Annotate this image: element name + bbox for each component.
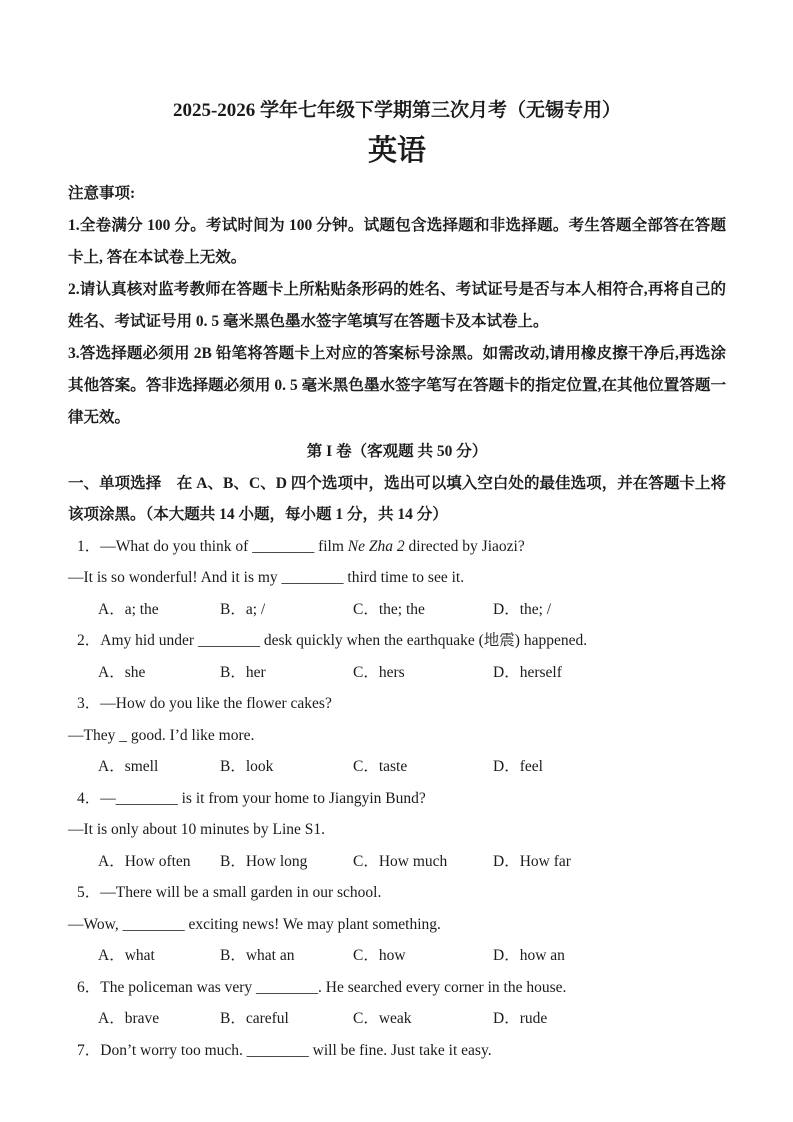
question-1-stem-pre: 1．—What do you think of ________ film <box>77 537 348 555</box>
question-2-option-b: B．her <box>220 663 266 681</box>
part-instruction: 一、单项选择 在 A、B、C、D 四个选项中，选出可以填入空白处的最佳选项，并在答题卡上将该项涂黑。（本大题共 14 小题，每小题 1 分，共 14 分） <box>68 474 726 523</box>
notice-heading: 注意事项: <box>68 185 136 202</box>
question-1-reply: —It is so wonderful! And it is my ________ third time to see it. <box>68 569 465 586</box>
question-5-options <box>68 940 726 972</box>
question-6-option-c: C．weak <box>353 1010 412 1027</box>
question-1-option-d: D．the; / <box>493 600 552 618</box>
question-4-options <box>68 846 726 878</box>
section-heading: 第 I 卷（客观题 共 50 分） <box>306 443 488 460</box>
question-1 <box>68 531 726 626</box>
question-4-reply: —It is only about 10 minutes by Line S1. <box>68 821 326 838</box>
question-4-stem: 4．—________ is it from your home to Jiangyin Bund? <box>77 789 426 807</box>
question-5-option-d: D．how an <box>493 947 565 964</box>
question-4-option-a: A．How often <box>98 852 191 870</box>
question-4-option-c: C．How much <box>353 852 448 870</box>
question-6 <box>68 972 726 1035</box>
question-3-option-a: A．smell <box>98 758 159 775</box>
question-5-option-a: A．what <box>98 947 155 964</box>
question-3-option-c: C．taste <box>353 758 408 775</box>
question-6-option-b: B．careful <box>220 1010 289 1027</box>
question-2-option-a: A．she <box>98 663 146 681</box>
notice-item-3: 3.答选择题必须用 2B 铅笔将答题卡上对应的答案标号涂黑。如需改动,请用橡皮擦干净后,再选涂其他答案。答非选择题必须用 0. 5 毫米黑色墨水签字笔写在答题卡的指定位置,在其他位置答题一律无效。 <box>68 345 726 426</box>
question-1-option-a: A．a; the <box>98 600 159 618</box>
question-6-options <box>68 1003 726 1035</box>
question-3 <box>68 688 726 783</box>
question-1-stem <box>68 531 726 563</box>
question-3-options <box>68 751 726 783</box>
question-6-stem: 6．The policeman was very ________. He searched every corner in the house. <box>77 978 567 996</box>
exam-title: 2025-2026 学年七年级下学期第三次月考（无锡专用） <box>172 100 622 121</box>
question-2-options <box>68 657 726 689</box>
question-5-reply: —Wow, ________ exciting news! We may plant something. <box>68 915 441 933</box>
question-3-option-b: B．look <box>220 758 274 775</box>
question-1-option-b: B．a; / <box>220 600 266 618</box>
question-4-option-b: B．How long <box>220 852 308 870</box>
question-2-option-d: D．herself <box>493 663 562 681</box>
question-5-stem: 5．—There will be a small garden in our school. <box>77 884 382 901</box>
question-3-option-d: D．feel <box>493 758 543 775</box>
question-3-stem: 3．—How do you like the flower cakes? <box>77 695 332 712</box>
question-6-option-a: A．brave <box>98 1010 160 1027</box>
question-4-option-d: D．How far <box>493 852 571 870</box>
question-5 <box>68 877 726 972</box>
question-1-option-c: C．the; the <box>353 600 425 618</box>
question-2-stem: 2．Amy hid under ________ desk quickly when the earthquake (地震) happened. <box>77 632 588 649</box>
question-2 <box>68 625 726 688</box>
question-1-options <box>68 594 726 626</box>
notice-item-2: 2.请认真核对监考教师在答题卡上所粘贴条形码的姓名、考试证号是否与本人相符合,再将自己的姓名、考试证号用 0. 5 毫米黑色墨水签字笔填写在答题卡及本试卷上。 <box>68 281 726 330</box>
question-2-option-c: C．hers <box>353 663 405 681</box>
notice-section <box>68 178 726 434</box>
question-1-stem-post: directed by Jiaozi? <box>404 537 525 555</box>
question-1-stem-italic: Ne Zha 2 <box>347 537 405 555</box>
exam-subject: 英语 <box>367 135 426 167</box>
question-5-option-c: C．how <box>353 947 406 964</box>
question-3-reply: —They _ good. I’d like more. <box>68 726 255 744</box>
question-7-stem: 7．Don’t worry too much. ________ will be fine. Just take it easy. <box>77 1041 492 1059</box>
question-5-option-b: B．what an <box>220 947 295 964</box>
notice-item-1: 1.全卷满分 100 分。考试时间为 100 分钟。试题包含选择题和非选择题。考生答题全部答在答题卡上, 答在本试卷上无效。 <box>68 217 726 266</box>
question-7 <box>68 1035 726 1067</box>
question-4 <box>68 783 726 878</box>
question-6-option-d: D．rude <box>493 1010 548 1027</box>
